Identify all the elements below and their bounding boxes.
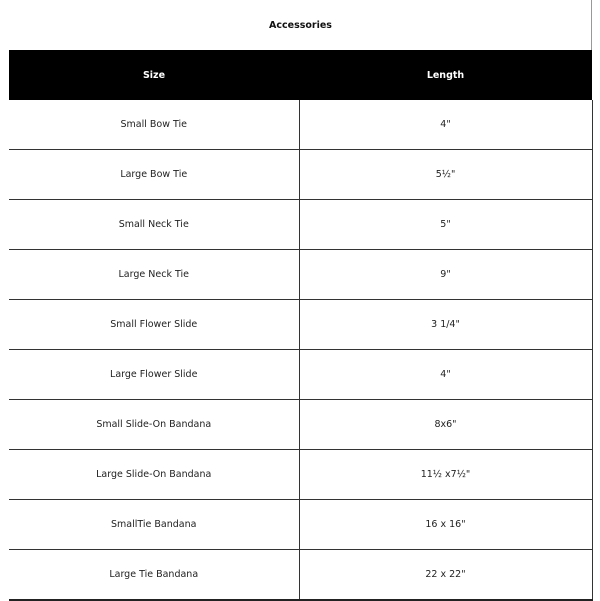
table-header xyxy=(9,50,592,100)
length-cell: 11½ x7½" xyxy=(299,450,592,500)
table-row xyxy=(9,400,592,450)
length-cell: 4" xyxy=(299,100,592,150)
table-row xyxy=(9,200,592,250)
table-row xyxy=(9,100,592,150)
table-row xyxy=(9,350,592,400)
size-cell: Large Bow Tie xyxy=(9,150,299,200)
table-row xyxy=(9,500,592,550)
table-row xyxy=(9,150,592,200)
length-cell: 22 x 22" xyxy=(299,550,592,601)
size-cell: Large Slide-On Bandana xyxy=(9,450,299,500)
size-cell: Large Tie Bandana xyxy=(9,550,299,601)
table-body xyxy=(9,100,592,600)
header-row xyxy=(9,50,592,100)
size-cell: Large Neck Tie xyxy=(9,250,299,300)
length-cell: 4" xyxy=(299,350,592,400)
table-row xyxy=(9,300,592,350)
length-cell: 5" xyxy=(299,200,592,250)
length-cell: 8x6" xyxy=(299,400,592,450)
size-cell: Small Flower Slide xyxy=(9,300,299,350)
length-cell: 16 x 16" xyxy=(299,500,592,550)
size-cell: Small Bow Tie xyxy=(9,100,299,150)
table-row xyxy=(9,450,592,500)
size-cell: Large Flower Slide xyxy=(9,350,299,400)
size-cell: SmallTie Bandana xyxy=(9,500,299,550)
size-cell: Small Slide-On Bandana xyxy=(9,400,299,450)
table-row xyxy=(9,550,592,601)
size-cell: Small Neck Tie xyxy=(9,200,299,250)
table-row xyxy=(9,250,592,300)
accessories-size-table xyxy=(9,50,593,601)
length-cell: 3 1/4" xyxy=(299,300,592,350)
header-size: Size xyxy=(9,50,299,100)
length-cell: 5½" xyxy=(299,150,592,200)
table-caption: Accessories xyxy=(269,19,332,31)
length-cell: 9" xyxy=(299,250,592,300)
header-length: Length xyxy=(299,50,592,100)
